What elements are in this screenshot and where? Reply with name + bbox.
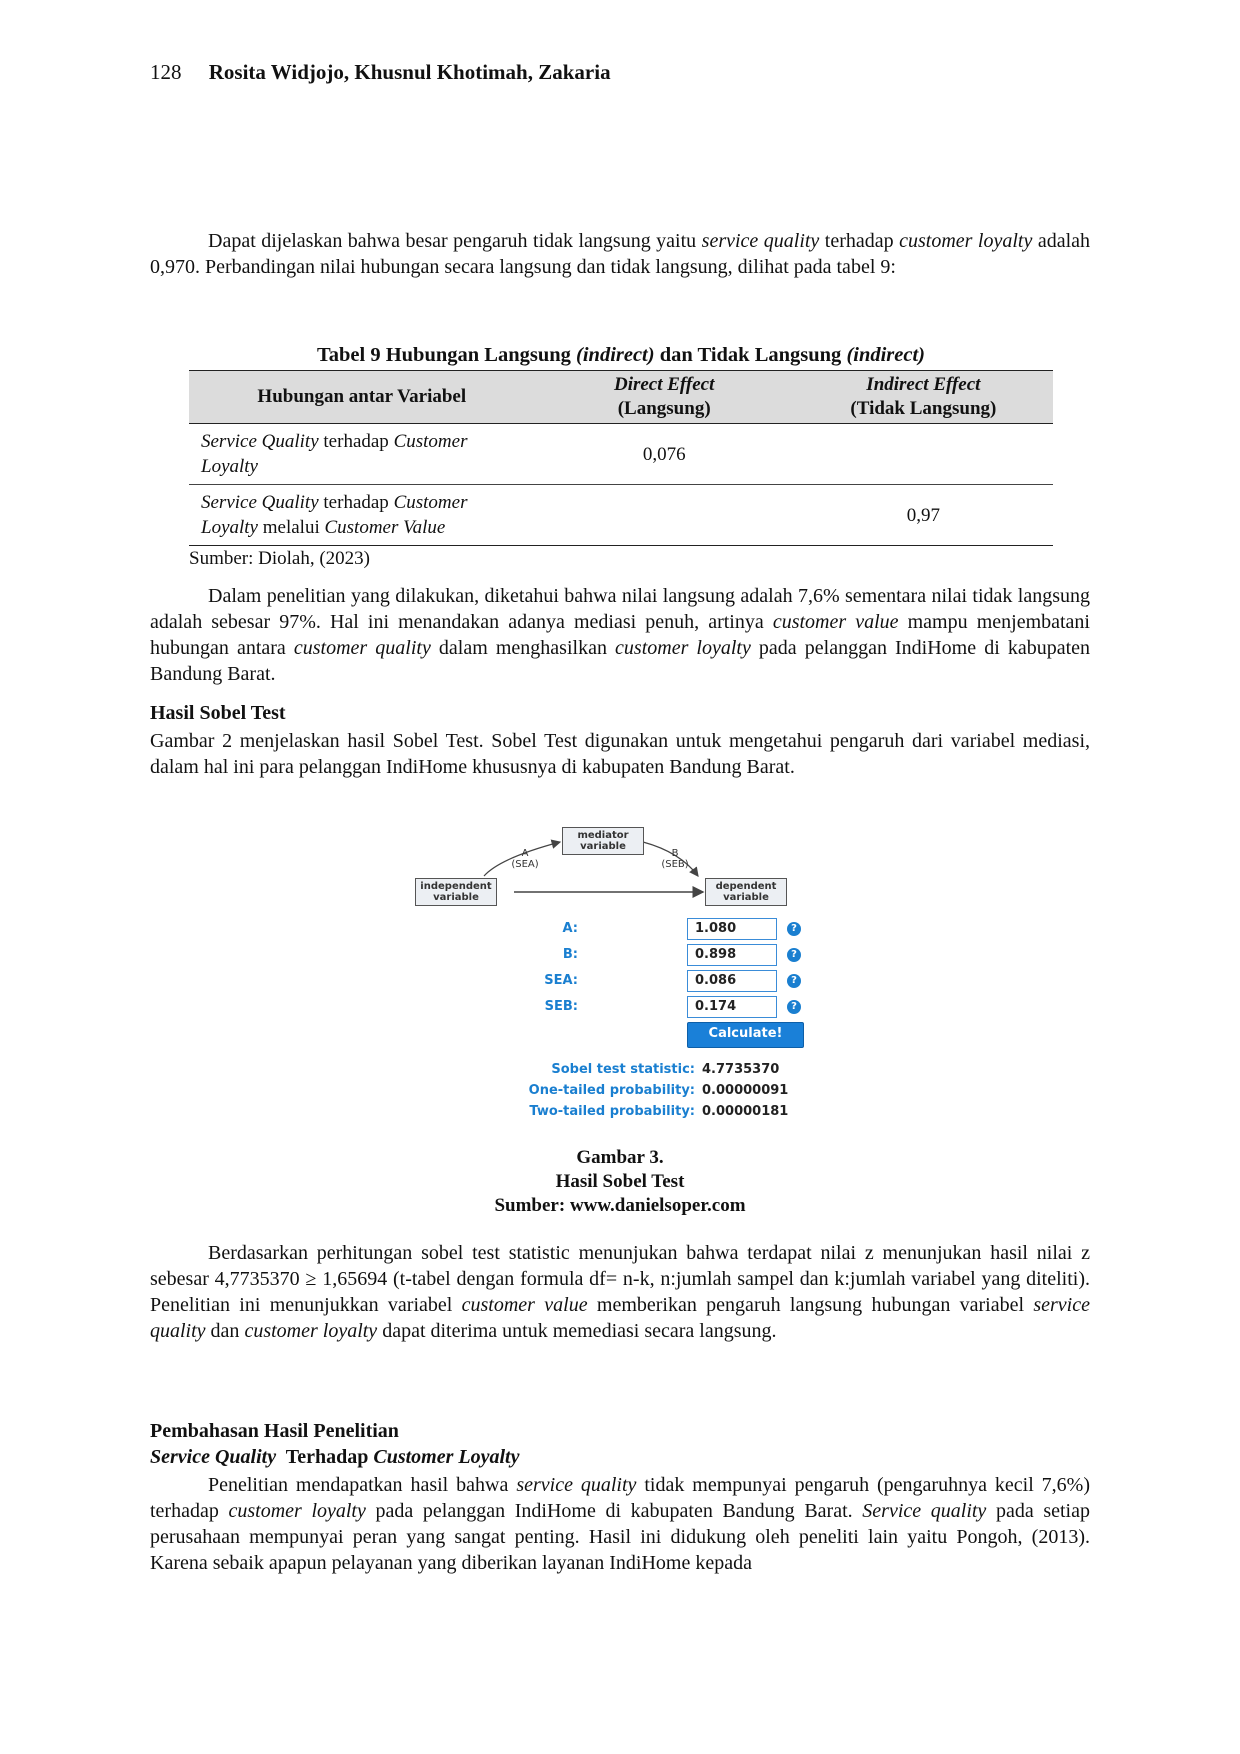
row-variable: Service Quality terhadap Customer Loyalty melalui Customer Value [189, 485, 535, 546]
result-one-tailed [410, 1083, 810, 1103]
running-head [150, 60, 611, 85]
input-row-a [410, 918, 810, 942]
table-caption: Tabel 9 Hubungan Langsung (indirect) dan Tidak Langsung (indirect) [316, 344, 926, 366]
help-icon[interactable]: ? [787, 974, 801, 988]
result-label: Two-tailed probability: [529, 1104, 695, 1119]
result-value: 0.00000181 [702, 1104, 789, 1119]
paragraph-4: Berdasarkan perhitungan sobel test statistic menunjukan bahwa terdapat nilai z menunjukan hasil nilai z sebesar 4,7735370 ≥ 1,65694 (t-tabel dengan formula df= n-k, n:jumlah sampel dan k:jumlah variabel yang diteliti). Penelitian ini menunjukkan variabel customer value memberikan pengaruh langsung hubungan variabel service quality dan customer loyalty dapat diterima untuk memediasi secara langsung. [150, 1242, 1090, 1342]
help-icon[interactable]: ? [787, 922, 801, 936]
label-seb: SEB: [544, 999, 578, 1014]
effects-table [189, 370, 1053, 546]
label-b: B: [562, 947, 578, 962]
input-row-b [410, 944, 810, 968]
dependent-variable-box: dependent variable [705, 878, 787, 906]
table-header-row [189, 371, 1053, 424]
path-b-label: B (SEB) [661, 848, 689, 870]
result-sobel-statistic [410, 1062, 810, 1082]
help-icon[interactable]: ? [787, 1000, 801, 1014]
label-a: A: [562, 921, 578, 936]
col-header-direct: Direct Effect (Langsung) [535, 371, 794, 424]
row-indirect: 0,97 [794, 485, 1053, 546]
paragraph-2: Dalam penelitian yang dilakukan, diketahui bahwa nilai langsung adalah 7,6% sementara nilai tidak langsung adalah sebesar 97%. Hal ini menandakan adanya mediasi penuh, artinya customer value mampu menjembatani hubungan antara customer quality dalam menghasilkan customer loyalty pada pelanggan IndiHome di kabupaten Bandung Barat. [150, 585, 1091, 685]
subheading-service-quality: Service Quality Terhadap Customer Loyalty [150, 1446, 520, 1468]
row-indirect [794, 424, 1053, 485]
col-header-variable: Hubungan antar Variabel [189, 371, 535, 424]
result-label: One-tailed probability: [528, 1083, 695, 1098]
row-variable: Service Quality terhadap Customer Loyalty [189, 424, 535, 485]
path-a-label: A (SEA) [511, 848, 539, 870]
paragraph-3: Gambar 2 menjelaskan hasil Sobel Test. Sobel Test digunakan untuk mengetahui pengaruh dari variabel mediasi, dalam hal ini para pelanggan IndiHome khususnya di kabupaten Bandung Barat. [150, 730, 1090, 778]
input-a[interactable]: 1.080 [687, 918, 777, 940]
table-row [189, 485, 1053, 546]
result-two-tailed [410, 1104, 810, 1124]
page-number: 128 [150, 60, 182, 84]
sobel-figure [410, 826, 820, 1126]
result-value: 0.00000091 [702, 1083, 789, 1098]
col-header-indirect: Indirect Effect (Tidak Langsung) [794, 371, 1053, 424]
input-row-sea [410, 970, 810, 994]
row-direct [535, 485, 794, 546]
section-heading-pembahasan: Pembahasan Hasil Penelitian [150, 1420, 399, 1442]
figure-caption: Gambar 3. Hasil Sobel Test Sumber: www.danielsoper.com [494, 1147, 746, 1216]
row-direct: 0,076 [535, 424, 794, 485]
mediator-variable-box: mediator variable [562, 827, 644, 855]
paragraph-5: Penelitian mendapatkan hasil bahwa service quality tidak mempunyai pengaruh (pengaruhnya kecil 7,6%) terhadap customer loyalty pada pelanggan IndiHome di kabupaten Bandung Barat. Service quality pada setiap perusahaan mempunyai peran yang sangat penting. Hasil ini didukung oleh peneliti lain yaitu Pongoh, (2013). Karena sebaik apapun pelayanan yang diberikan layanan IndiHome kepada [150, 1474, 1091, 1574]
paragraph-1: Dapat dijelaskan bahwa besar pengaruh tidak langsung yaitu service quality terhadap customer loyalty adalah 0,970. Perbandingan nilai hubungan secara langsung dan tidak langsung, dilihat pada tabel 9: [150, 230, 1091, 278]
input-seb[interactable]: 0.174 [687, 996, 777, 1018]
input-b[interactable]: 0.898 [687, 944, 777, 966]
input-sea[interactable]: 0.086 [687, 970, 777, 992]
calculate-button[interactable]: Calculate! [687, 1022, 804, 1048]
section-heading-sobel: Hasil Sobel Test [150, 702, 286, 724]
input-row-seb [410, 996, 810, 1020]
table-row [189, 424, 1053, 485]
authors: Rosita Widjojo, Khusnul Khotimah, Zakaria [208, 60, 611, 84]
table-9 [189, 344, 1053, 546]
result-label: Sobel test statistic: [551, 1062, 695, 1077]
table-source: Sumber: Diolah, (2023) [189, 548, 371, 569]
label-sea: SEA: [544, 973, 578, 988]
help-icon[interactable]: ? [787, 948, 801, 962]
result-value: 4.7735370 [702, 1062, 780, 1077]
independent-variable-box: independent variable [415, 878, 497, 906]
